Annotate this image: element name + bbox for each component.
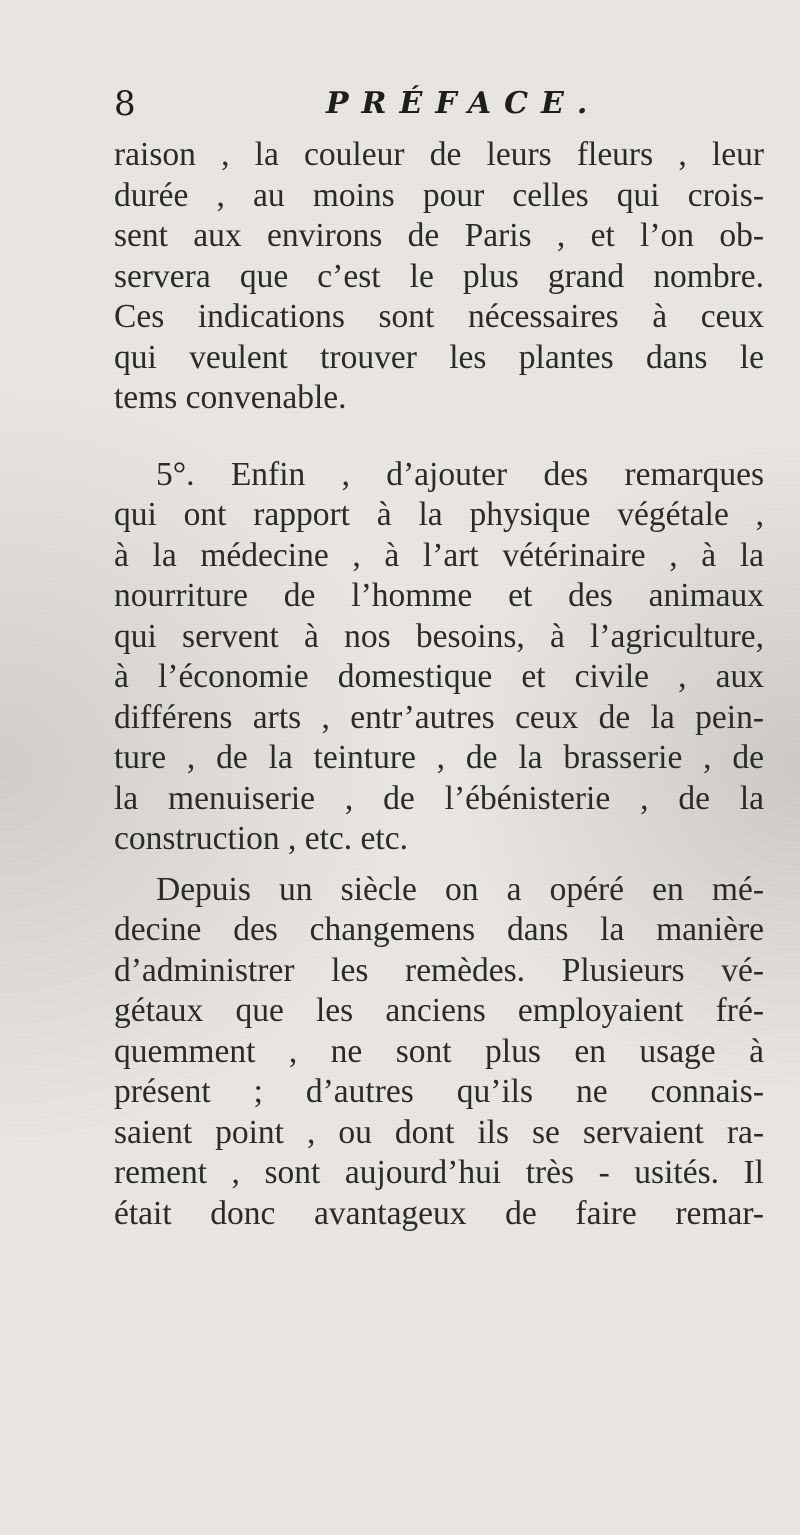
paragraph-spacer	[114, 860, 764, 870]
text-line: 5°. Enfin , d’ajouter des remarques	[156, 455, 764, 493]
body-text	[114, 135, 764, 1234]
text-line: qui ont rapport à la physique végétale ,	[114, 496, 764, 533]
page-number: 8	[114, 84, 136, 124]
text-line: la menuiserie , de l’ébénisterie , de la	[114, 779, 764, 817]
text-line: qui servent à nos besoins, à l’agriculture,	[114, 617, 764, 655]
paragraph-spacer	[114, 419, 764, 455]
text-line: servera que c’est le plus grand nombre.	[114, 257, 764, 295]
text-line: rement , sont aujourd’hui très - usités. Il	[114, 1154, 764, 1191]
paragraph	[114, 455, 764, 860]
text-line: était donc avantageux de faire remar-	[114, 1194, 764, 1232]
text-line: à la médecine , à l’art vétérinaire , à la	[114, 536, 764, 574]
text-line: présent ; d’autres qu’ils ne connais-	[114, 1073, 764, 1110]
text-line: Depuis un siècle on a opéré en mé-	[156, 870, 764, 908]
paragraph	[114, 870, 764, 1235]
text-line: d’administrer les remèdes. Plusieurs vé-	[114, 951, 764, 989]
text-line: durée , au moins pour celles qui crois-	[114, 176, 764, 214]
paragraph	[114, 135, 764, 419]
text-line: quemment , ne sont plus en usage à	[114, 1032, 764, 1070]
text-line: construction , etc. etc.	[114, 820, 408, 857]
text-line: tems convenable.	[114, 379, 347, 416]
text-line: ture , de la teinture , de la brasserie , de	[114, 739, 764, 776]
text-line: différens arts , entr’autres ceux de la pein-	[114, 698, 764, 736]
text-line: Ces indications sont nécessaires à ceux	[114, 298, 764, 335]
text-line: nourriture de l’homme et des animaux	[114, 577, 764, 614]
running-title: PRÉFACE.	[326, 86, 601, 121]
text-line: raison , la couleur de leurs fleurs , leur	[114, 136, 764, 173]
text-line: decine des changemens dans la manière	[114, 911, 764, 948]
text-line: sent aux environs de Paris , et l’on ob-	[114, 217, 764, 254]
text-line: gétaux que les anciens employaient fré-	[114, 992, 764, 1029]
text-line: qui veulent trouver les plantes dans le	[114, 338, 764, 376]
running-head	[114, 82, 764, 132]
text-line: à l’économie domestique et civile , aux	[114, 658, 764, 695]
text-line: saient point , ou dont ils se servaient ra-	[114, 1113, 764, 1151]
